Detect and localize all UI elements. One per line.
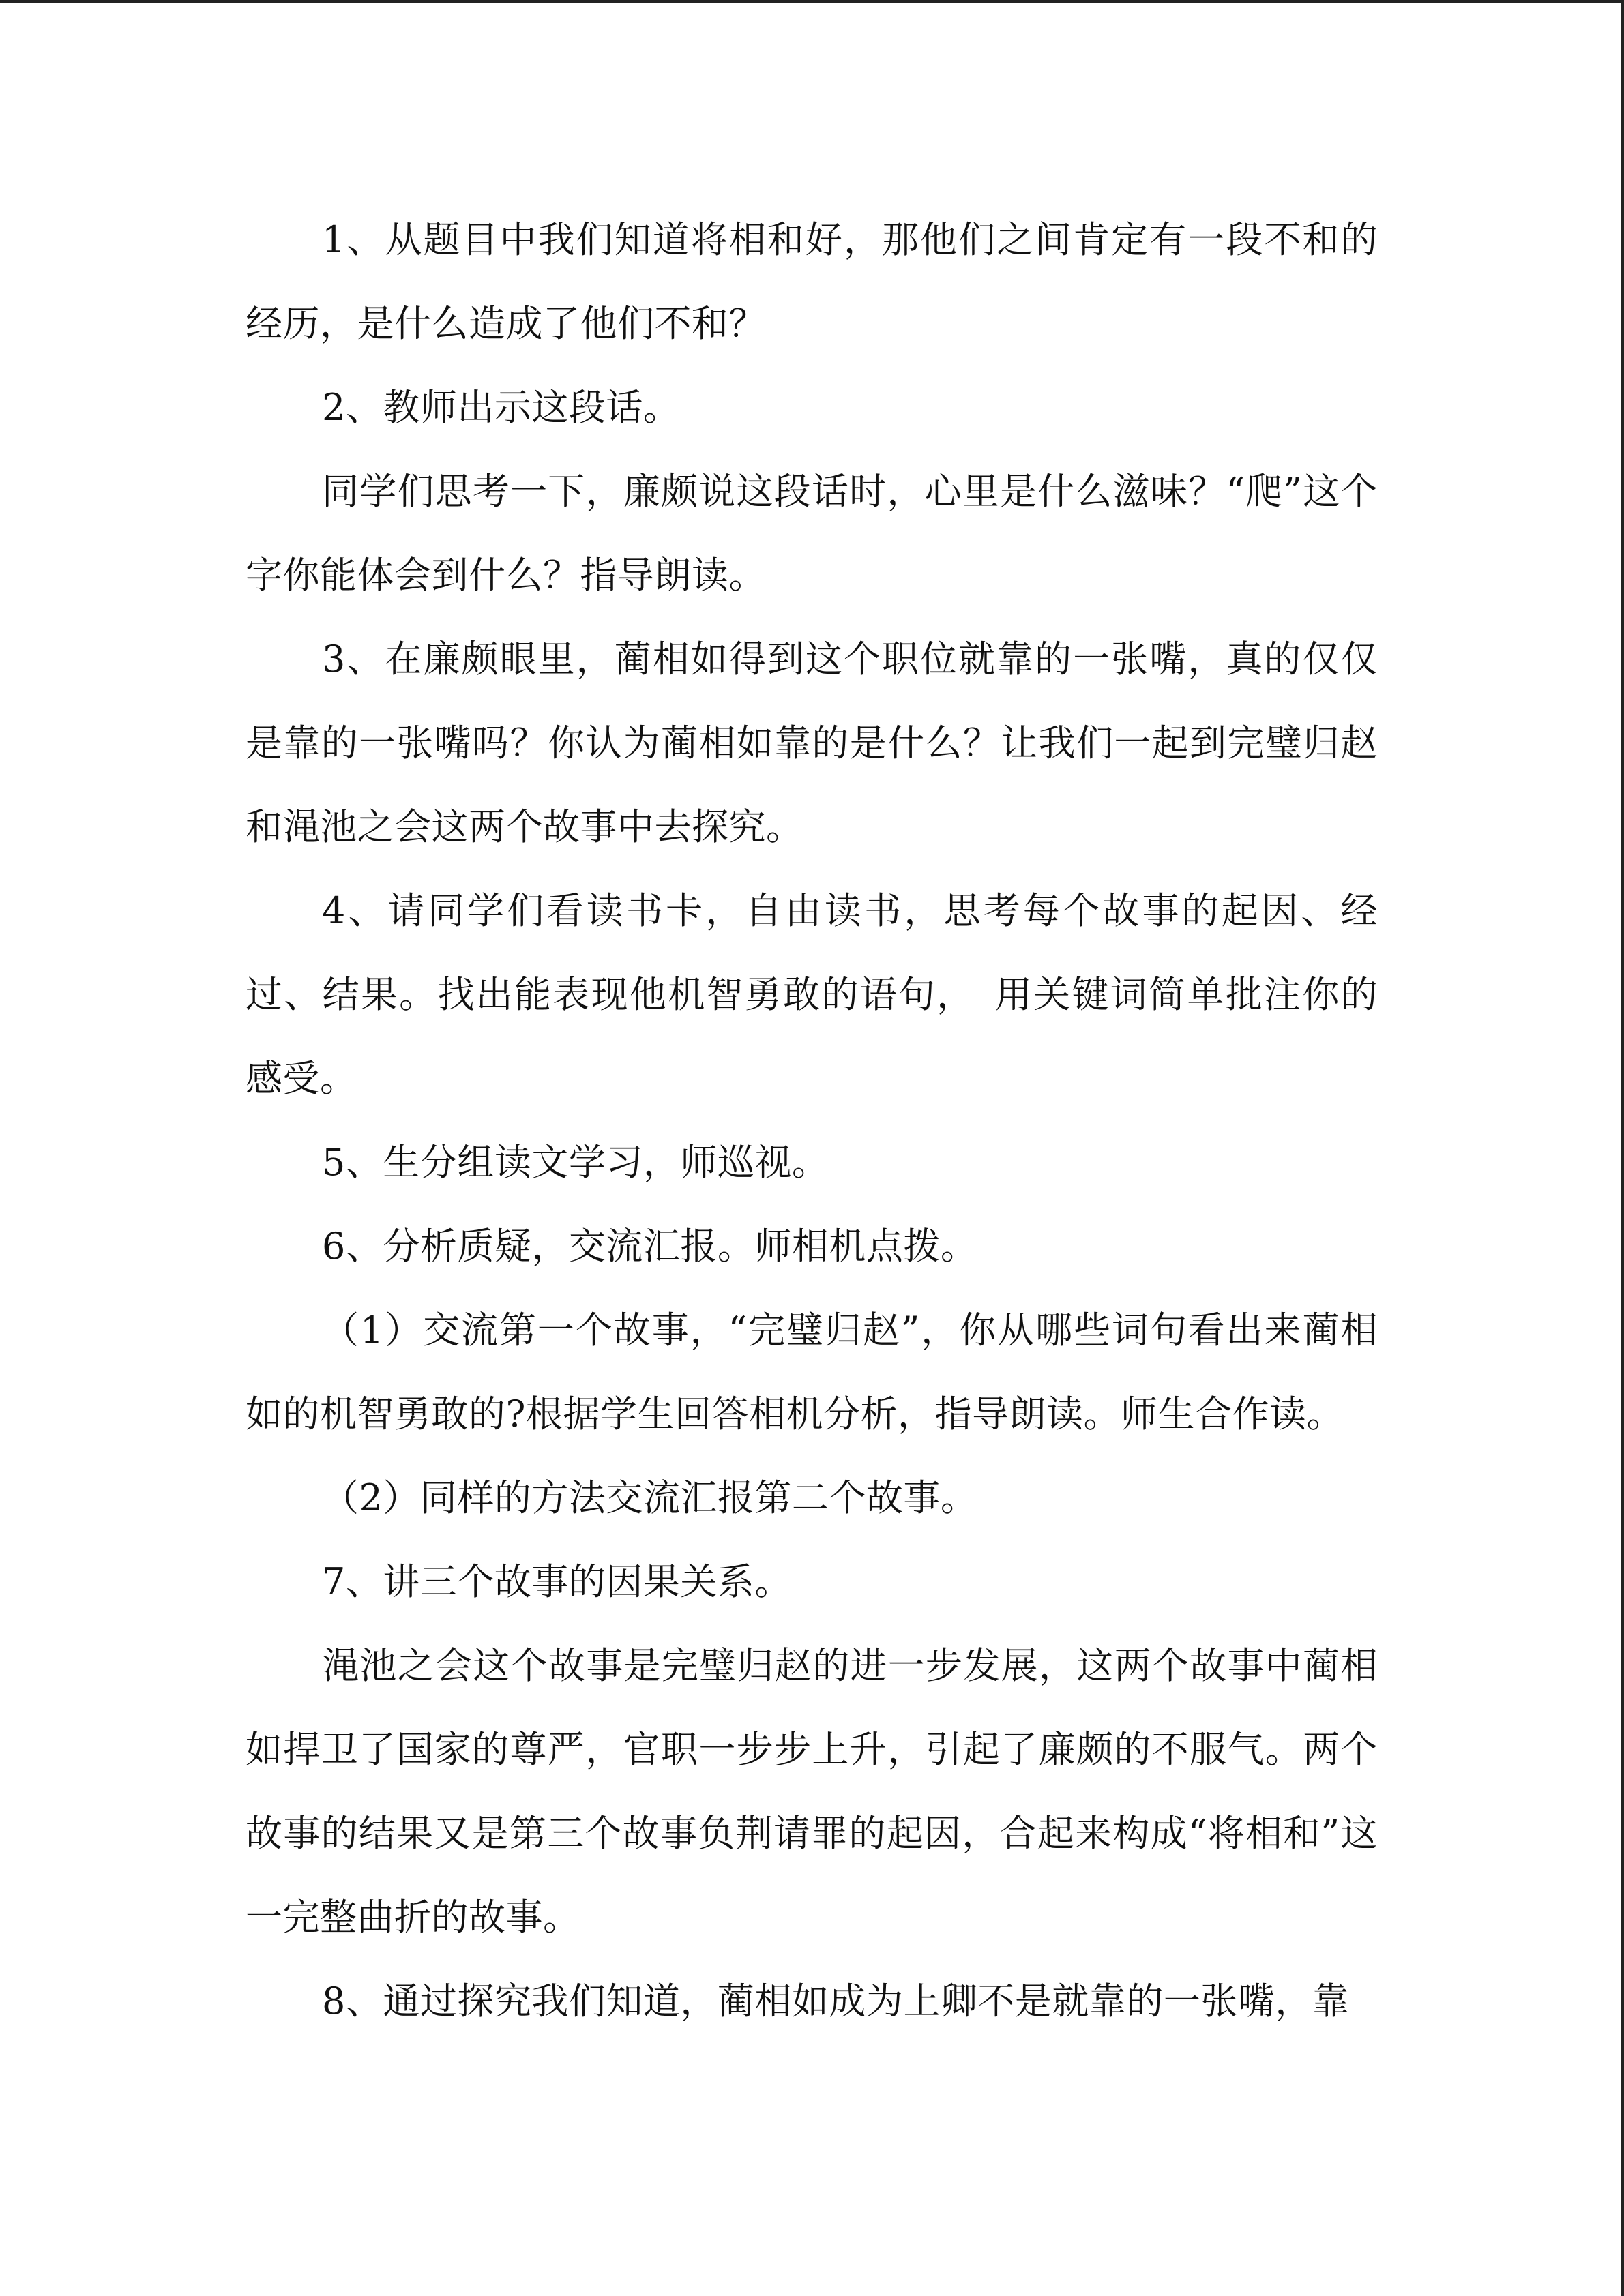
paragraph-11: 渑池之会这个故事是完璧归赵的进一步发展，这两个故事中蔺相如捍卫了国家的尊严，官职一步步上升，引起了廉颇的不服气。两个故事的结果又是第三个故事负荆请罪的起因，合起来构成“将相和”这一完整曲折的故事。 bbox=[246, 1644, 1378, 1939]
paragraph-10: 7、讲三个故事的因果关系。 bbox=[322, 1560, 792, 1603]
paragraph-2: 2、教师出示这段话。 bbox=[322, 386, 681, 429]
paragraph-4: 3、在廉颇眼里，蔺相如得到这个职位就靠的一张嘴，真的仅仅是靠的一张嘴吗？你认为蔺相如靠的是什么？让我们一起到完璧归赵和渑池之会这两个故事中去探究。 bbox=[246, 638, 1378, 848]
paragraph-8: （1）交流第一个故事，“完璧归赵”，你从哪些词句看出来蔺相如的机智勇敢的?根据学生回答相机分析，指导朗读。师生合作读。 bbox=[246, 1309, 1378, 1435]
paragraph-12: 8、通过探究我们知道，蔺相如成为上卿不是就靠的一张嘴，靠 bbox=[322, 1980, 1350, 2023]
paragraph-5: 4、请同学们看读书卡，自由读书，思考每个故事的起因、经过、结果。找出能表现他机智勇敢的语句， 用关键词简单批注你的感受。 bbox=[246, 889, 1378, 1100]
paragraph-6: 5、生分组读文学习，师巡视。 bbox=[322, 1141, 829, 1184]
page-right-border bbox=[1621, 0, 1624, 2296]
document-body bbox=[246, 198, 1378, 2043]
paragraph-9: （2）同样的方法交流汇报第二个故事。 bbox=[322, 1476, 978, 1519]
paragraph-7: 6、分析质疑，交流汇报。师相机点拨。 bbox=[322, 1225, 978, 1268]
page-top-border bbox=[0, 0, 1624, 3]
paragraph-3: 同学们思考一下，廉颇说这段话时，心里是什么滋味？“爬”这个字你能体会到什么？指导朗读。 bbox=[246, 470, 1378, 597]
paragraph-1: 1、从题目中我们知道将相和好，那他们之间肯定有一段不和的经历，是什么造成了他们不和？ bbox=[246, 218, 1378, 345]
